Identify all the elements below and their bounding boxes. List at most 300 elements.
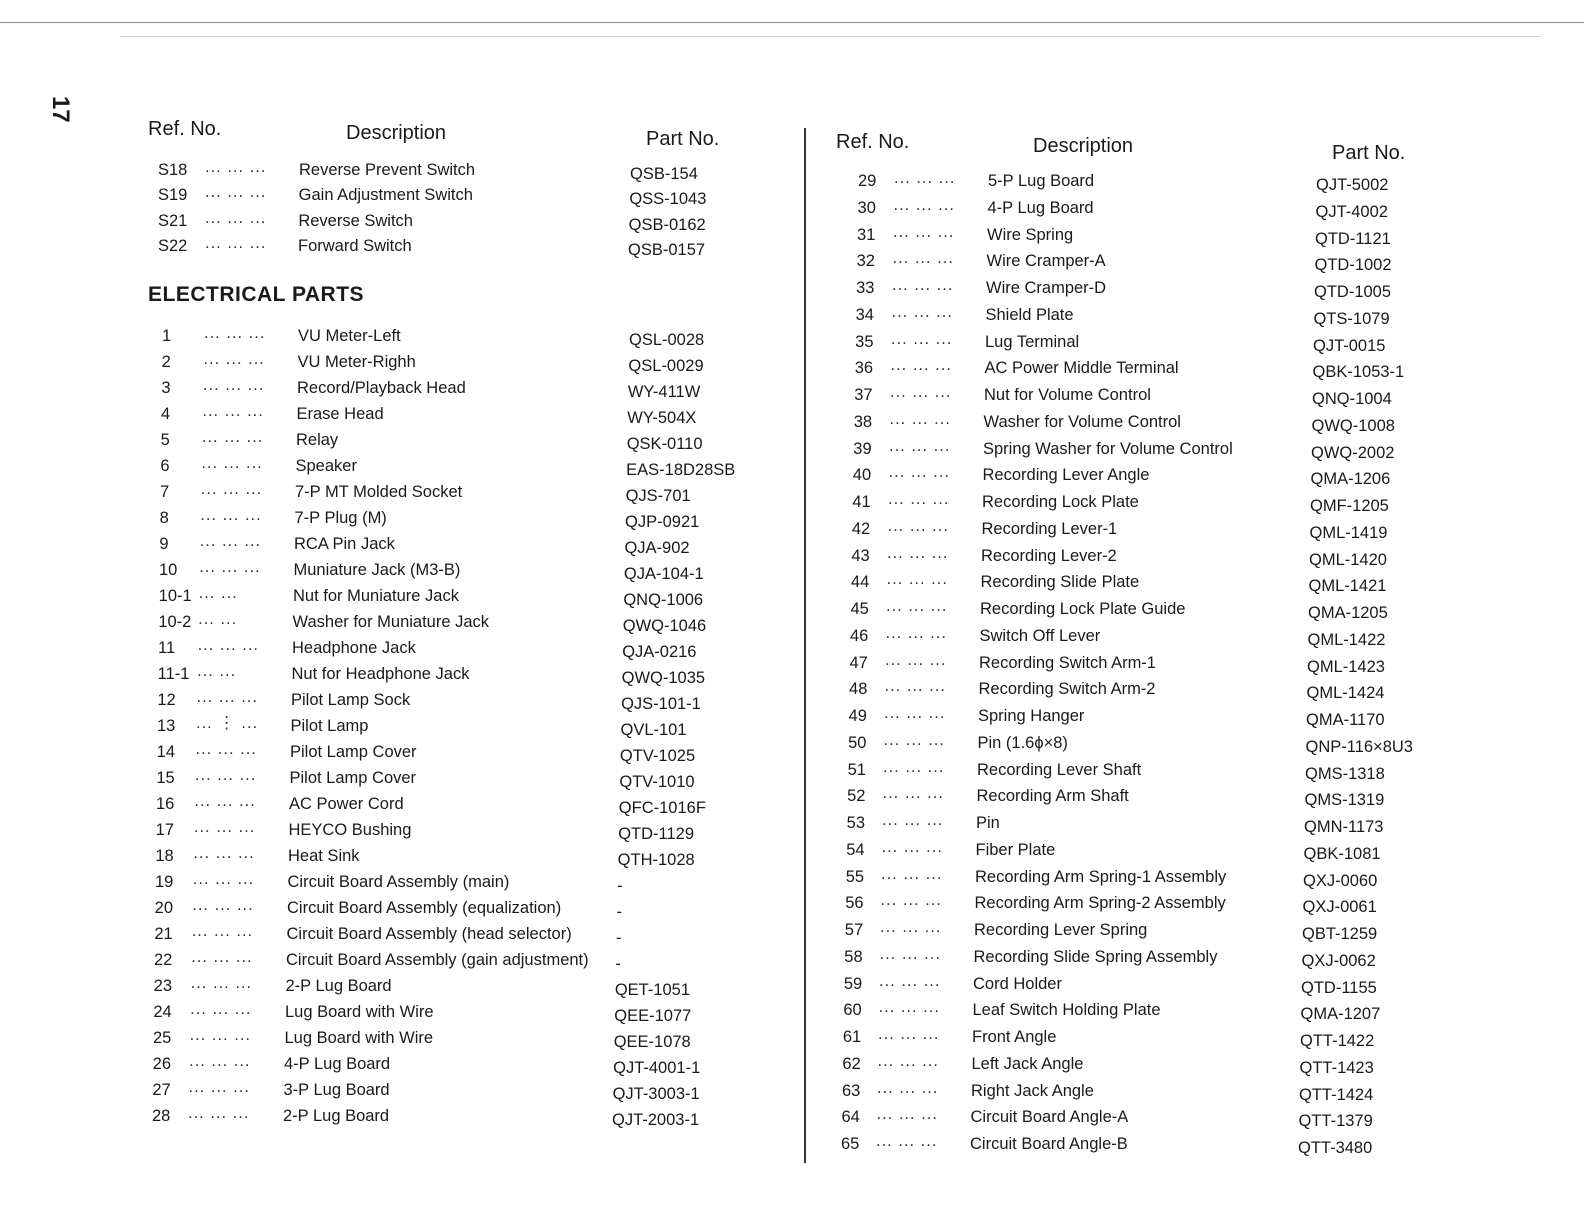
part-description: Recording Arm Spring-1 Assembly bbox=[975, 867, 1227, 886]
ref-number: 34 bbox=[855, 305, 874, 324]
part-description: Speaker bbox=[295, 457, 357, 475]
part-number: QJT-4002 bbox=[1315, 202, 1388, 221]
part-number: QJS-701 bbox=[625, 487, 691, 505]
ref-number: 33 bbox=[856, 279, 875, 297]
ref-number: 55 bbox=[845, 867, 865, 886]
part-number: QWQ-1046 bbox=[622, 617, 707, 635]
parts-row bbox=[0, 463, 1391, 489]
column-divider bbox=[804, 128, 806, 1163]
ref-number: 19 bbox=[155, 873, 174, 891]
leader-dots: ... ... ... bbox=[879, 944, 941, 963]
leader-dots: ... ... ... bbox=[885, 650, 947, 669]
part-number: QJA-0216 bbox=[622, 643, 697, 661]
ref-number: 36 bbox=[854, 359, 874, 378]
part-description: HEYCO Bushing bbox=[288, 821, 412, 839]
part-description: Left Jack Angle bbox=[971, 1054, 1084, 1073]
parts-row bbox=[0, 677, 1385, 703]
parts-row bbox=[0, 1105, 1373, 1131]
ref-number: 43 bbox=[851, 546, 870, 565]
leader-dots: ... ... ... bbox=[199, 532, 262, 550]
ref-number: 3 bbox=[161, 379, 171, 397]
part-number: WY-411W bbox=[627, 383, 701, 401]
leader-dots: ... ... ... bbox=[885, 623, 947, 642]
ref-number: 59 bbox=[843, 974, 863, 993]
ref-number: 4 bbox=[161, 405, 171, 423]
parts-row bbox=[0, 516, 1388, 542]
leader-dots: ... ... ... bbox=[195, 740, 257, 758]
part-number: QTT-1379 bbox=[1298, 1112, 1373, 1131]
part-number: QTT-1422 bbox=[1300, 1032, 1375, 1050]
ref-number: 15 bbox=[156, 769, 175, 787]
part-number: WY-504X bbox=[627, 409, 697, 427]
part-description: Recording Lock Plate bbox=[982, 493, 1139, 511]
part-description: Circuit Board Angle-A bbox=[970, 1108, 1129, 1127]
part-number: QMF-1205 bbox=[1310, 497, 1389, 515]
ref-number: 12 bbox=[157, 691, 176, 709]
part-number: QEE-1077 bbox=[614, 1007, 692, 1025]
part-description: Lug Board with Wire bbox=[284, 1029, 434, 1047]
part-description: Circuit Board Assembly (main) bbox=[287, 873, 510, 891]
ref-number: 46 bbox=[849, 626, 869, 645]
parts-row bbox=[0, 409, 1395, 435]
leader-dots: ... ... ... bbox=[886, 597, 948, 615]
part-number: QTD-1155 bbox=[1301, 978, 1377, 997]
part-description: Recording Slide Spring Assembly bbox=[973, 947, 1218, 966]
part-description: Erase Head bbox=[296, 405, 384, 423]
leader-dots: ... ... ... bbox=[877, 1078, 939, 1097]
ref-number: 23 bbox=[153, 977, 173, 995]
part-description: Recording Arm Spring-2 Assembly bbox=[974, 894, 1226, 913]
part-description: Circuit Board Assembly (gain adjustment) bbox=[286, 951, 589, 969]
ref-number: S18 bbox=[158, 161, 188, 179]
ref-number: 16 bbox=[156, 795, 175, 813]
leader-dots: ... ... ... bbox=[890, 356, 952, 375]
parts-row bbox=[0, 383, 1392, 408]
part-description: Nut for Volume Control bbox=[984, 386, 1151, 404]
leader-dots: ... ... ... bbox=[881, 837, 943, 856]
part-description: Washer for Volume Control bbox=[983, 412, 1181, 431]
leader-dots: ... ... ... bbox=[883, 757, 945, 776]
ref-number: 14 bbox=[156, 743, 176, 761]
leader-dots: ... ... ... bbox=[892, 249, 954, 268]
ref-number: 6 bbox=[160, 457, 170, 475]
part-description: 2-P Lug Board bbox=[285, 977, 392, 995]
leader-dots: ... ... ... bbox=[190, 974, 253, 992]
part-description: Circuit Board Assembly (head selector) bbox=[286, 925, 572, 943]
leader-dots: ... ... ... bbox=[878, 1025, 940, 1043]
ref-number: 52 bbox=[847, 787, 866, 806]
part-number: QXJ-0061 bbox=[1302, 898, 1377, 917]
leader-dots: ... ... ... bbox=[889, 409, 951, 428]
leader-dots: ... ... ... bbox=[205, 233, 267, 252]
ref-number: 51 bbox=[847, 760, 866, 779]
leader-dots: ... ... ... bbox=[189, 1052, 251, 1070]
part-description: Recording Lock Plate Guide bbox=[980, 600, 1186, 618]
leader-dots: ... ... ... bbox=[196, 688, 258, 706]
ref-number: 18 bbox=[155, 847, 174, 865]
part-description: 5-P Lug Board bbox=[988, 172, 1095, 190]
part-number: QJT-4001-1 bbox=[613, 1059, 701, 1077]
part-description: Recording Slide Plate bbox=[980, 573, 1140, 592]
part-number: QTD-1121 bbox=[1315, 229, 1391, 248]
left-header-ref: Ref. No. bbox=[148, 118, 222, 140]
ref-number: 42 bbox=[851, 519, 871, 538]
part-description: Circuit Board Assembly (equalization) bbox=[287, 899, 562, 917]
leader-dots: ... ... ... bbox=[894, 169, 956, 187]
parts-row bbox=[0, 864, 1378, 890]
leader-dots: ... ... ... bbox=[883, 730, 945, 749]
part-description: Gain Adjustment Switch bbox=[298, 186, 473, 205]
leader-dots: ... ... ... bbox=[876, 1132, 938, 1150]
part-description: Recording Arm Shaft bbox=[976, 787, 1129, 806]
part-description: Wire Spring bbox=[987, 225, 1074, 244]
parts-row bbox=[0, 356, 1405, 382]
ref-number: 37 bbox=[854, 386, 873, 404]
part-number: QJT-3003-1 bbox=[612, 1085, 700, 1103]
part-number: - bbox=[615, 955, 621, 973]
part-number: QMA-1207 bbox=[1300, 1005, 1381, 1024]
part-number: QBK-1081 bbox=[1303, 844, 1381, 863]
part-description: VU Meter-Left bbox=[298, 327, 401, 345]
leader-dots: ... ... ... bbox=[888, 490, 950, 508]
leader-dots: ... ... ... bbox=[879, 971, 941, 990]
ref-number: 41 bbox=[852, 493, 871, 511]
part-number: QTV-1010 bbox=[619, 773, 695, 791]
leader-dots: ... ... ... bbox=[890, 383, 952, 401]
part-description: Spring Hanger bbox=[978, 707, 1085, 725]
leader-dots: ... ... ... bbox=[888, 463, 950, 482]
leader-dots: ... ⋮ ... bbox=[196, 714, 259, 732]
leader-dots: ... ... ... bbox=[193, 844, 255, 862]
part-number: QML-1424 bbox=[1306, 684, 1385, 703]
parts-row bbox=[0, 971, 1377, 997]
part-description: Reverse Switch bbox=[298, 211, 413, 230]
ref-number: S19 bbox=[158, 186, 188, 205]
leader-dots: ... ... ... bbox=[199, 558, 261, 576]
leader-dots: ... ... ... bbox=[193, 818, 256, 836]
parts-row bbox=[0, 944, 1376, 970]
top-rule bbox=[0, 22, 1584, 23]
leader-dots: ... ... ... bbox=[878, 998, 940, 1017]
part-description: AC Power Middle Terminal bbox=[984, 359, 1179, 378]
right-header-part: Part No. bbox=[1332, 142, 1406, 164]
ref-number: 29 bbox=[858, 172, 877, 190]
leader-dots: ... ... ... bbox=[205, 158, 267, 176]
parts-row bbox=[0, 1051, 1374, 1077]
ref-number: 54 bbox=[846, 840, 865, 859]
ref-number: S22 bbox=[158, 236, 188, 255]
part-description: Shield Plate bbox=[985, 305, 1074, 324]
part-description: Recording Lever Spring bbox=[974, 921, 1148, 939]
leader-dots: ... ... ... bbox=[877, 1051, 939, 1070]
part-number: QNP-116×8U3 bbox=[1305, 737, 1413, 756]
part-description: Recording Lever Angle bbox=[982, 466, 1150, 485]
part-description: 7-P MT Molded Socket bbox=[295, 483, 463, 501]
leader-dots: ... ... ... bbox=[204, 324, 266, 342]
part-number: QJP-0921 bbox=[625, 513, 700, 531]
leader-dots: ... ... ... bbox=[880, 891, 942, 910]
part-description: Heat Sink bbox=[288, 847, 360, 865]
part-number: QMA-1206 bbox=[1310, 470, 1391, 489]
part-number: QSS-1043 bbox=[629, 190, 707, 209]
part-number: QMN-1173 bbox=[1304, 818, 1384, 836]
leader-dots: ... ... ... bbox=[190, 1000, 252, 1018]
leader-dots: ... ... ... bbox=[202, 402, 264, 420]
part-description: Pilot Lamp Cover bbox=[289, 769, 417, 787]
leader-dots: ... ... ... bbox=[891, 329, 953, 348]
leader-dots: ... ... ... bbox=[880, 918, 942, 936]
part-number: - bbox=[615, 929, 622, 947]
part-number: QMA-1205 bbox=[1308, 604, 1388, 622]
part-description: Front Angle bbox=[972, 1028, 1057, 1046]
part-number: QTD-1129 bbox=[618, 825, 695, 843]
ref-number: 38 bbox=[853, 412, 873, 431]
part-description: VU Meter-Righh bbox=[297, 353, 416, 371]
page-number: 17 bbox=[47, 96, 74, 123]
part-description: 3-P Lug Board bbox=[283, 1081, 390, 1099]
part-description: Nut for Muniature Jack bbox=[293, 587, 459, 605]
parts-row bbox=[0, 276, 1392, 301]
parts-row bbox=[0, 490, 1389, 515]
part-number: QJS-101-1 bbox=[621, 695, 701, 713]
leader-dots: ... ... bbox=[197, 662, 237, 680]
part-number: QWQ-1035 bbox=[621, 669, 706, 687]
ref-number: 44 bbox=[850, 573, 870, 592]
ref-number: 2 bbox=[161, 353, 171, 371]
ref-number: 11 bbox=[158, 639, 176, 657]
top-rule-secondary bbox=[120, 36, 1540, 37]
ref-number: 50 bbox=[848, 733, 867, 752]
part-description: Record/Playback Head bbox=[297, 379, 466, 397]
part-number: QTT-1423 bbox=[1299, 1058, 1374, 1077]
leader-dots: ... ... ... bbox=[191, 922, 254, 940]
part-description: Recording Lever-2 bbox=[981, 546, 1117, 565]
part-number: QSL-0028 bbox=[629, 331, 705, 349]
ref-number: 31 bbox=[857, 225, 876, 244]
part-number: QJT-2003-1 bbox=[612, 1111, 700, 1129]
parts-row bbox=[0, 837, 1381, 863]
ref-number: 25 bbox=[153, 1029, 172, 1047]
part-number: QML-1421 bbox=[1308, 577, 1387, 596]
leader-dots: ... ... ... bbox=[194, 766, 257, 784]
part-number: EAS-18D28SB bbox=[626, 461, 736, 479]
leader-dots: ... ... ... bbox=[889, 436, 951, 455]
leader-dots: ... ... ... bbox=[201, 454, 263, 472]
part-description: Pin (1.6ϕ×8) bbox=[977, 733, 1068, 752]
part-description: Recording Lever-1 bbox=[981, 519, 1118, 538]
part-number: QJT-0015 bbox=[1313, 336, 1386, 355]
part-description: RCA Pin Jack bbox=[294, 535, 395, 553]
part-number: QWQ-1008 bbox=[1311, 416, 1395, 435]
part-description: Washer for Muniature Jack bbox=[292, 613, 490, 631]
part-description: Circuit Board Angle-B bbox=[970, 1135, 1128, 1153]
part-number: QML-1422 bbox=[1307, 630, 1386, 649]
part-description: Forward Switch bbox=[298, 236, 412, 255]
part-number: QEE-1078 bbox=[613, 1033, 691, 1051]
ref-number: 8 bbox=[159, 509, 169, 527]
part-number: QSB-0157 bbox=[628, 240, 706, 259]
leader-dots: ... ... ... bbox=[882, 784, 944, 803]
section-title-electrical-parts: ELECTRICAL PARTS bbox=[148, 283, 365, 306]
part-description: 2-P Lug Board bbox=[283, 1107, 390, 1125]
leader-dots: ... ... ... bbox=[887, 543, 949, 562]
part-description: 4-P Lug Board bbox=[284, 1055, 391, 1073]
parts-row bbox=[0, 998, 1381, 1024]
parts-row bbox=[0, 1078, 1374, 1104]
part-description: Lug Terminal bbox=[985, 332, 1080, 351]
leader-dots: ... ... bbox=[198, 584, 238, 602]
leader-dots: ... ... ... bbox=[200, 480, 263, 498]
parts-row bbox=[0, 811, 1384, 836]
part-description: Recording Switch Arm-2 bbox=[978, 680, 1156, 699]
parts-row bbox=[0, 918, 1378, 943]
part-description: Switch Off Lever bbox=[979, 626, 1101, 645]
part-description: Lug Board with Wire bbox=[285, 1003, 434, 1021]
part-description: Pilot Lamp Cover bbox=[290, 743, 417, 761]
ref-number: 21 bbox=[154, 925, 173, 943]
ref-number: 64 bbox=[841, 1108, 860, 1127]
part-description: Reverse Prevent Switch bbox=[299, 161, 476, 179]
part-number: QSL-0029 bbox=[628, 357, 704, 375]
part-number: - bbox=[616, 903, 623, 921]
part-number: QXJ-0062 bbox=[1301, 951, 1376, 970]
part-description: Leaf Switch Holding Plate bbox=[972, 1001, 1161, 1020]
part-description: Pilot Lamp bbox=[290, 717, 369, 735]
ref-number: 47 bbox=[849, 653, 868, 672]
leader-dots: ... ... ... bbox=[197, 636, 260, 654]
part-number: QSK-0110 bbox=[626, 435, 703, 453]
ref-number: 13 bbox=[157, 717, 176, 735]
part-number: QNQ-1006 bbox=[623, 591, 704, 609]
part-number: QMS-1319 bbox=[1304, 791, 1385, 810]
part-number: QSB-154 bbox=[630, 165, 698, 183]
part-number: QTS-1079 bbox=[1313, 309, 1390, 328]
leader-dots: ... ... ... bbox=[884, 704, 946, 722]
parts-row bbox=[0, 650, 1385, 676]
leader-dots: ... ... ... bbox=[202, 376, 265, 394]
ref-number: 45 bbox=[850, 600, 869, 618]
ref-number: 10-2 bbox=[158, 613, 192, 631]
leader-dots: ... ... ... bbox=[892, 276, 954, 294]
leader-dots: ... ... ... bbox=[201, 428, 264, 446]
part-number: QMA-1170 bbox=[1306, 711, 1385, 729]
ref-number: 30 bbox=[857, 198, 876, 217]
part-description: Wire Cramper-D bbox=[986, 279, 1107, 297]
leader-dots: ... ... ... bbox=[194, 792, 256, 810]
part-number: QTH-1028 bbox=[617, 851, 695, 869]
part-description: Pilot Lamp Sock bbox=[291, 691, 411, 709]
part-number: QBK-1053-1 bbox=[1312, 363, 1405, 382]
leader-dots: ... ... ... bbox=[192, 870, 255, 888]
leader-dots: ... ... ... bbox=[188, 1104, 250, 1122]
parts-row bbox=[0, 1132, 1373, 1157]
parts-row bbox=[0, 1025, 1375, 1050]
ref-number: 20 bbox=[154, 899, 174, 917]
ref-number: 48 bbox=[849, 680, 868, 699]
parts-row bbox=[0, 436, 1395, 462]
parts-row bbox=[0, 891, 1377, 917]
part-number: QFC-1016F bbox=[618, 799, 706, 817]
part-number: QVL-101 bbox=[620, 721, 687, 739]
part-description: Fiber Plate bbox=[975, 840, 1056, 859]
ref-number: 10 bbox=[159, 561, 178, 579]
part-description: Muniature Jack (M3-B) bbox=[293, 561, 461, 579]
part-number: QJA-902 bbox=[624, 539, 690, 557]
leader-dots: ... ... bbox=[198, 610, 238, 628]
part-description: 4-P Lug Board bbox=[987, 198, 1094, 217]
ref-number: 27 bbox=[152, 1081, 171, 1099]
leader-dots: ... ... ... bbox=[886, 570, 948, 589]
ref-number: 61 bbox=[842, 1028, 862, 1046]
part-description: Right Jack Angle bbox=[971, 1081, 1094, 1100]
part-number: QMS-1318 bbox=[1305, 764, 1385, 783]
part-number: QTD-1005 bbox=[1314, 283, 1392, 301]
ref-number: 7 bbox=[160, 483, 170, 501]
leader-dots: ... ... ... bbox=[884, 677, 946, 696]
ref-number: 49 bbox=[848, 707, 867, 725]
parts-row bbox=[0, 329, 1386, 355]
leader-dots: ... ... ... bbox=[876, 1105, 938, 1124]
ref-number: S21 bbox=[158, 211, 188, 230]
ref-number: 32 bbox=[856, 252, 875, 271]
ref-number: 40 bbox=[852, 466, 872, 485]
parts-row bbox=[0, 302, 1390, 328]
leader-dots: ... ... ... bbox=[893, 222, 955, 241]
leader-dots: ... ... ... bbox=[891, 302, 953, 321]
ref-number: 1 bbox=[162, 327, 172, 345]
parts-row bbox=[0, 222, 1391, 248]
leader-dots: ... ... ... bbox=[189, 1026, 252, 1044]
parts-row bbox=[0, 169, 1389, 194]
leader-dots: ... ... ... bbox=[881, 864, 943, 883]
ref-number: 60 bbox=[843, 1001, 862, 1020]
part-description: Recording Switch Arm-1 bbox=[979, 653, 1156, 672]
part-number: QBT-1259 bbox=[1302, 925, 1378, 943]
part-number: QSB-0162 bbox=[628, 215, 706, 234]
leader-dots: ... ... ... bbox=[191, 948, 253, 966]
left-header-part: Part No. bbox=[646, 128, 720, 150]
part-description: Spring Washer for Volume Control bbox=[983, 439, 1233, 458]
part-description: Relay bbox=[296, 431, 339, 449]
part-number: QTT-1424 bbox=[1299, 1085, 1374, 1104]
ref-number: 56 bbox=[845, 894, 864, 913]
part-number: QJT-5002 bbox=[1316, 176, 1389, 194]
ref-number: 53 bbox=[846, 814, 866, 832]
ref-number: 5 bbox=[160, 431, 170, 449]
part-description: Headphone Jack bbox=[292, 639, 416, 657]
ref-number: 39 bbox=[853, 439, 872, 458]
part-description: Wire Cramper-A bbox=[986, 252, 1106, 271]
part-number: QTD-1002 bbox=[1314, 256, 1392, 275]
ref-number: 11-1 bbox=[157, 665, 190, 683]
part-description: Pin bbox=[976, 814, 1000, 832]
part-number: QML-1423 bbox=[1307, 657, 1385, 676]
leader-dots: ... ... ... bbox=[192, 896, 254, 914]
ref-number: 57 bbox=[844, 921, 864, 939]
part-description: 7-P Plug (M) bbox=[294, 509, 387, 527]
ref-number: 28 bbox=[152, 1107, 171, 1125]
part-description: Cord Holder bbox=[973, 974, 1062, 993]
ref-number: 22 bbox=[154, 951, 173, 969]
part-description: Nut for Headphone Jack bbox=[291, 665, 470, 683]
right-header-description: Description bbox=[1033, 135, 1134, 157]
part-number: QTT-3480 bbox=[1298, 1139, 1373, 1157]
ref-number: 63 bbox=[841, 1081, 861, 1100]
part-number: QTV-1025 bbox=[619, 747, 696, 765]
part-number: QML-1419 bbox=[1309, 523, 1388, 542]
part-number: QJA-104-1 bbox=[623, 565, 704, 583]
part-number: QNQ-1004 bbox=[1312, 390, 1392, 408]
